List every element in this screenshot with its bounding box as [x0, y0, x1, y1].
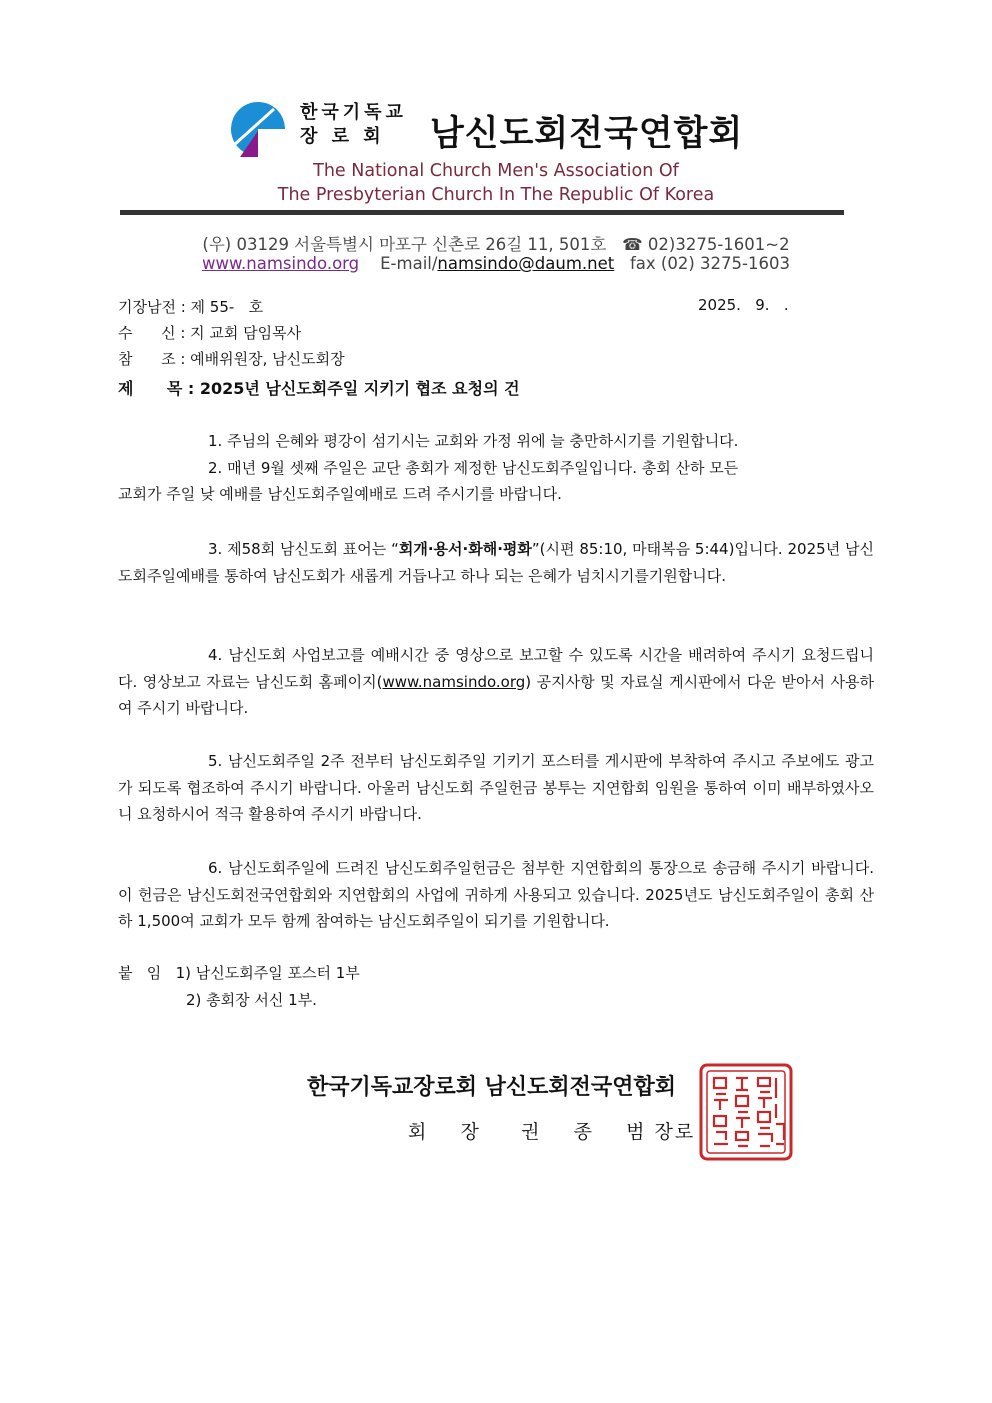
english-name-line1: The National Church Men's Association Of — [313, 161, 679, 181]
paragraph-3 — [118, 536, 874, 589]
email-link[interactable]: namsindo@daum.net — [437, 254, 615, 273]
paragraph-3-rest: ”(시편 85:10, 마태복음 5:44)입니다. 2025년 남신도회주일예배를 통하여 남신도회가 새롭게 거듭나고 하나 되는 은혜가 넘치시기를기원합니다. — [118, 540, 874, 585]
document-number: 기장남전 : 제 55- 호 — [118, 298, 264, 316]
motto: 회개·용서·화해·평화 — [398, 540, 532, 558]
signature-organization: 한국기독교장로회 남신도회전국연합회 — [307, 1075, 676, 1100]
attachment-2: 2) 총회장 서신 1부. — [186, 991, 317, 1009]
signature-name: 회 장 권 종 범 장로 — [408, 1121, 696, 1143]
header-divider — [120, 210, 844, 215]
paragraph-2-line1: 2. 매년 9월 셋째 주일은 교단 총회가 제정한 남신도회주일입니다. 총회 산하 모든 — [208, 458, 739, 477]
paragraph-4 — [118, 642, 874, 722]
paragraph-5 — [118, 748, 874, 828]
document-date: 2025. 9. . — [698, 296, 789, 314]
org-denomination-line2: 장 로 회 — [300, 126, 385, 147]
paragraph-4-intro: 4. 남신도회 사업보고를 예배시간 중 영상으로 보고할 수 있도록 시간을 배려하여 주시기 요청드립니다. 영상보고 자료는 남신도회 홈페이지( — [118, 646, 874, 691]
paragraph-6 — [118, 855, 874, 935]
english-name-line2: The Presbyterian Church In The Republic Of Korea — [277, 185, 715, 205]
address-text: (우) 03129 서울특별시 마포구 신촌로 26길 11, 501호 — [202, 235, 607, 254]
paragraph-3-intro: 3. 제58회 남신도회 표어는 “ — [208, 540, 399, 558]
paragraph-6-text: 6. 남신도회주일에 드려진 남신도회주일헌금은 첨부한 지연합회의 통장으로 송금해 주시기 바랍니다. 이 헌금은 남신도회전국연합회와 지연합회의 사업에 귀하게 사용되고 있습니다. 2025년도 남신도회주일이 총회 산하 1,500여 교회가 모두 함께 참여하는 남신도회주일이 되기를 기원합니다. — [118, 859, 874, 930]
fax-number: fax (02) 3275-1603 — [629, 254, 790, 273]
paragraph-5-text: 5. 남신도회주일 2주 전부터 남신도회주일 기키기 포스터를 게시판에 부착하여 주시고 주보에도 광고가 되도록 협조하여 주시기 바랍니다. 아울러 남신도회 주일헌금 봉투는 지연합회 임원을 통하여 이미 배부하였사오니 요청하시어 적극 활용하여 주시기 바랍니다. — [118, 752, 874, 823]
attachment-1: 붙 임 1) 남신도회주일 포스터 1부 — [118, 964, 360, 982]
address-line — [0, 231, 992, 255]
email-label: E-mail/ — [380, 254, 438, 273]
reference: 참 조 : 예배위원장, 남신도회장 — [118, 350, 345, 368]
org-denomination-line1: 한국기독교 — [300, 102, 407, 123]
church-logo-icon — [230, 101, 286, 157]
paragraph-2-line2: 교회가 주일 낮 예배를 남신도회주일예배로 드려 주시기를 바랍니다. — [118, 485, 562, 503]
subject: 제 목 : 2025년 남신도회주일 지키기 협조 요청의 건 — [118, 379, 520, 398]
contact-line — [0, 254, 992, 273]
org-title: 남신도회전국연합회 — [430, 113, 744, 154]
recipient: 수 신 : 지 교회 담임목사 — [118, 324, 302, 342]
website-link[interactable]: www.namsindo.org — [202, 254, 360, 273]
official-seal-icon — [698, 1062, 794, 1162]
phone-number: 02)3275-1601~2 — [647, 235, 790, 254]
homepage-link[interactable]: www.namsindo.org — [382, 672, 526, 691]
paragraph-4-rest: ) 공지사항 및 자료실 게시판에서 다운 받아서 사용하여 주시기 바랍니다. — [118, 672, 874, 717]
org-small-label — [300, 101, 407, 149]
paragraph-1: 1. 주님의 은혜와 평강이 섬기시는 교회와 가정 위에 늘 충만하시기를 기원합니다. — [208, 432, 739, 450]
telephone-icon: ☎ — [622, 235, 643, 254]
paragraph-1-2 — [118, 428, 874, 508]
